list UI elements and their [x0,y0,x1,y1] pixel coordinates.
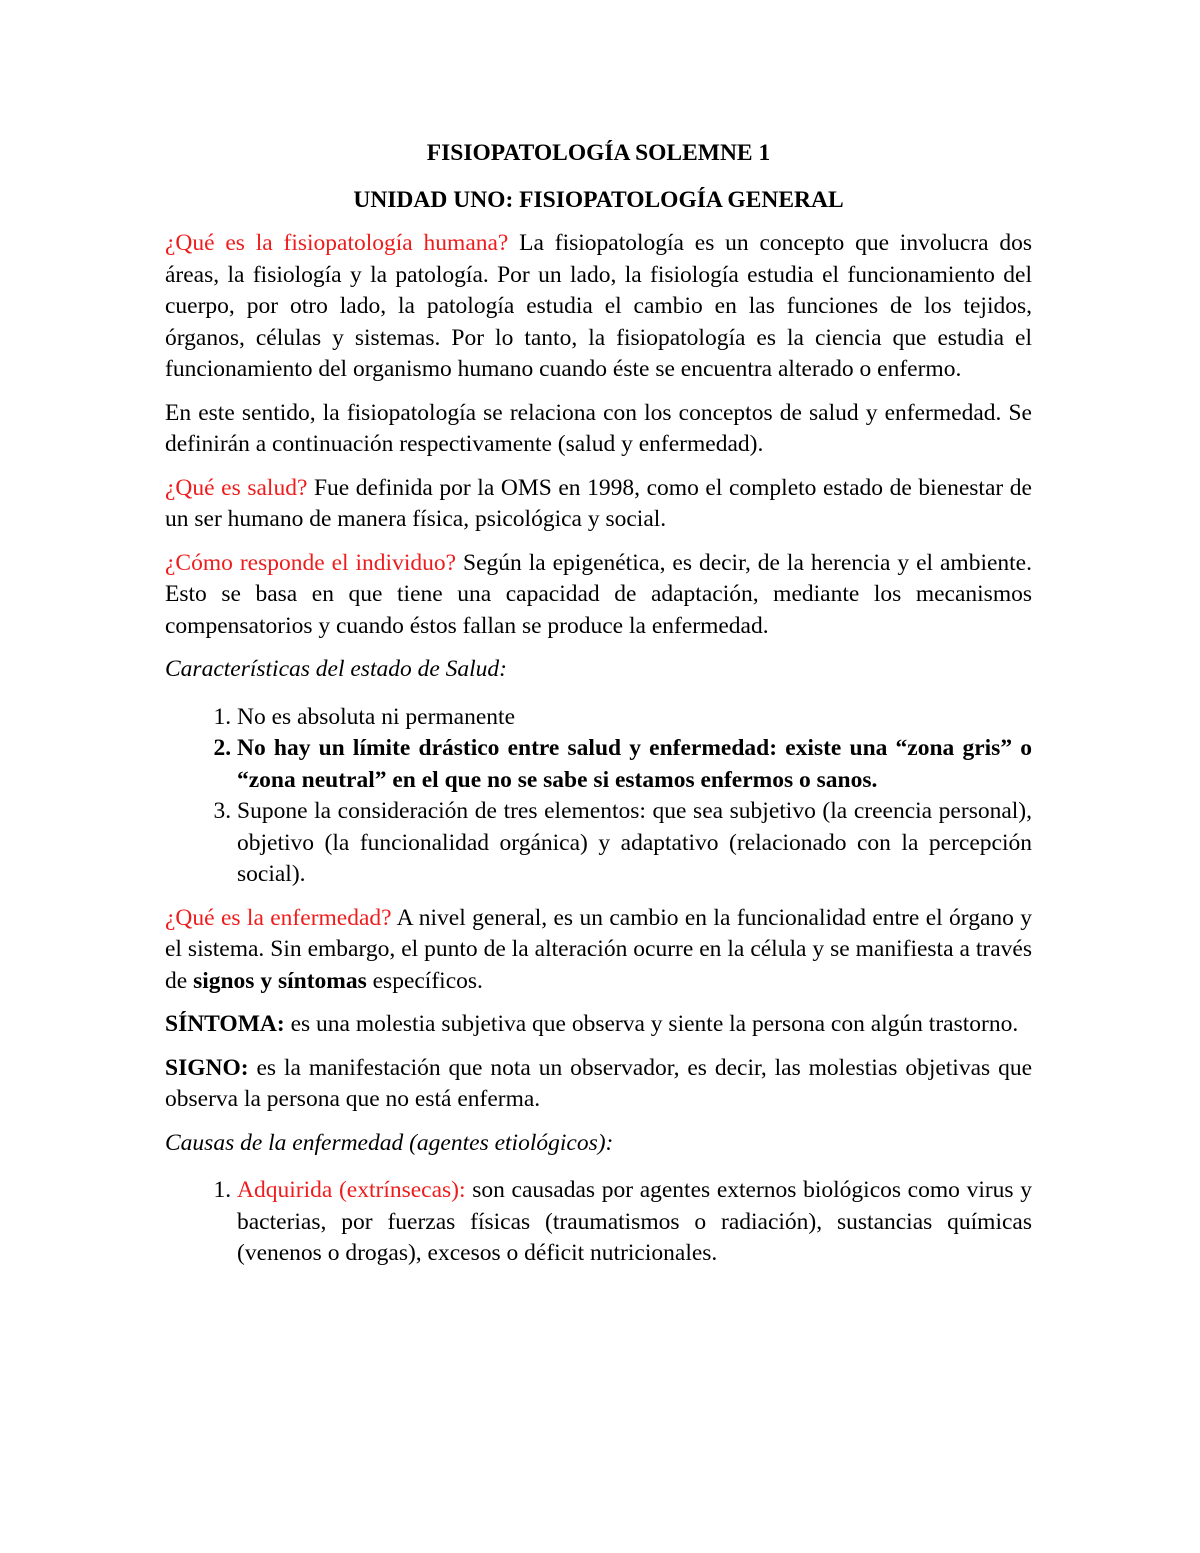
paragraph-sintoma [165,1009,1032,1041]
question-salud: ¿Qué es salud? [165,474,308,501]
list-item: 1. No es absoluta ni permanente [237,702,1032,734]
cause-label: Adquirida (extrínsecas): [237,1177,466,1203]
paragraph-text: específicos. [366,967,483,994]
bold-term: signos y síntomas [193,967,367,994]
cause-text: son causadas por agentes externos biológicos como virus y bacterias, por fuerzas físicas (traumatismos o radiación), sustancias químicas (venenos o drogas), excesos o déficit nutricionales. [237,1177,1032,1266]
paragraph-individuo [165,548,1032,643]
paragraph-text: La fisiopatología es un concepto que involucra dos áreas, la fisiología y la patología. Por un lado, la fisiología estudia el funcionamiento del cuerpo, por otro lado, la patología estudia el cambio en las funciones de los tejidos, órganos, células y sistemas. Por lo tanto, la fisiopatología es la ciencia que estudia el funcionamiento del organismo humano cuando éste se encuentra alterado o enfermo. [165,230,1032,382]
document-title: FISIOPATOLOGÍA SOLEMNE 1 [426,140,771,166]
health-characteristics-list [165,702,1032,891]
paragraph-text: Según la epigenética, es decir, de la herencia y el ambiente. Esto se basa en que tiene una capacidad de adaptación, mediante los mecanismos compensatorios y cuando éstos fallan se produce la enfermedad. [165,549,1032,639]
list-item: 2. No hay un límite drástico entre salud y enfermedad: existe una “zona gris” o “zona neutral” en el que no se sabe si estamos enfermos o sanos. [237,733,1032,796]
causes-heading: Causas de la enfermedad (agentes etiológicos): [165,1129,614,1156]
question-fisiopatologia: ¿Qué es la fisiopatología humana? [165,230,509,256]
question-enfermedad: ¿Qué es la enfermedad? [165,904,392,931]
causes-list [165,1175,1032,1270]
list-item [237,1175,1032,1270]
term-signo: SIGNO: [165,1054,249,1081]
paragraph-fisiopatologia [165,228,1032,386]
paragraph-text: Fue definida por la OMS en 1998, como el completo estado de bienestar de un ser humano de manera física, psicológica y social. [165,474,1032,532]
document-body [165,138,1032,1282]
paragraph-text: En este sentido, la fisiopatología se relaciona con los conceptos de salud y enfermedad. Se definirán a continuación respectivamente (salud y enfermedad). [165,399,1032,457]
list-item: 3. Supone la consideración de tres elementos: que sea subjetivo (la creencia personal), objetivo (la funcionalidad orgánica) y adaptativo (relacionado con la percepción social). [237,796,1032,891]
paragraph-salud-enfermedad [165,398,1032,461]
question-individuo: ¿Cómo responde el individuo? [165,549,457,576]
paragraph-text: es una molestia subjetiva que observa y siente la persona con algún trastorno. [284,1011,1019,1037]
paragraph-signo [165,1053,1032,1116]
term-sintoma: SÍNTOMA: [165,1011,285,1037]
document-subtitle: UNIDAD UNO: FISIOPATOLOGÍA GENERAL [353,186,844,213]
paragraph-salud [165,473,1032,536]
paragraph-text: A nivel general, es un cambio en la funcionalidad entre el órgano y el sistema. Sin embargo, el punto de la alteración ocurre en la célula y se manifiesta a través de [165,904,1033,994]
paragraph-enfermedad [165,903,1032,998]
paragraph-text: es la manifestación que nota un observador, es decir, las molestias objetivas que observa la persona que no está enferma. [165,1054,1032,1112]
health-characteristics-heading: Características del estado de Salud: [165,656,508,682]
